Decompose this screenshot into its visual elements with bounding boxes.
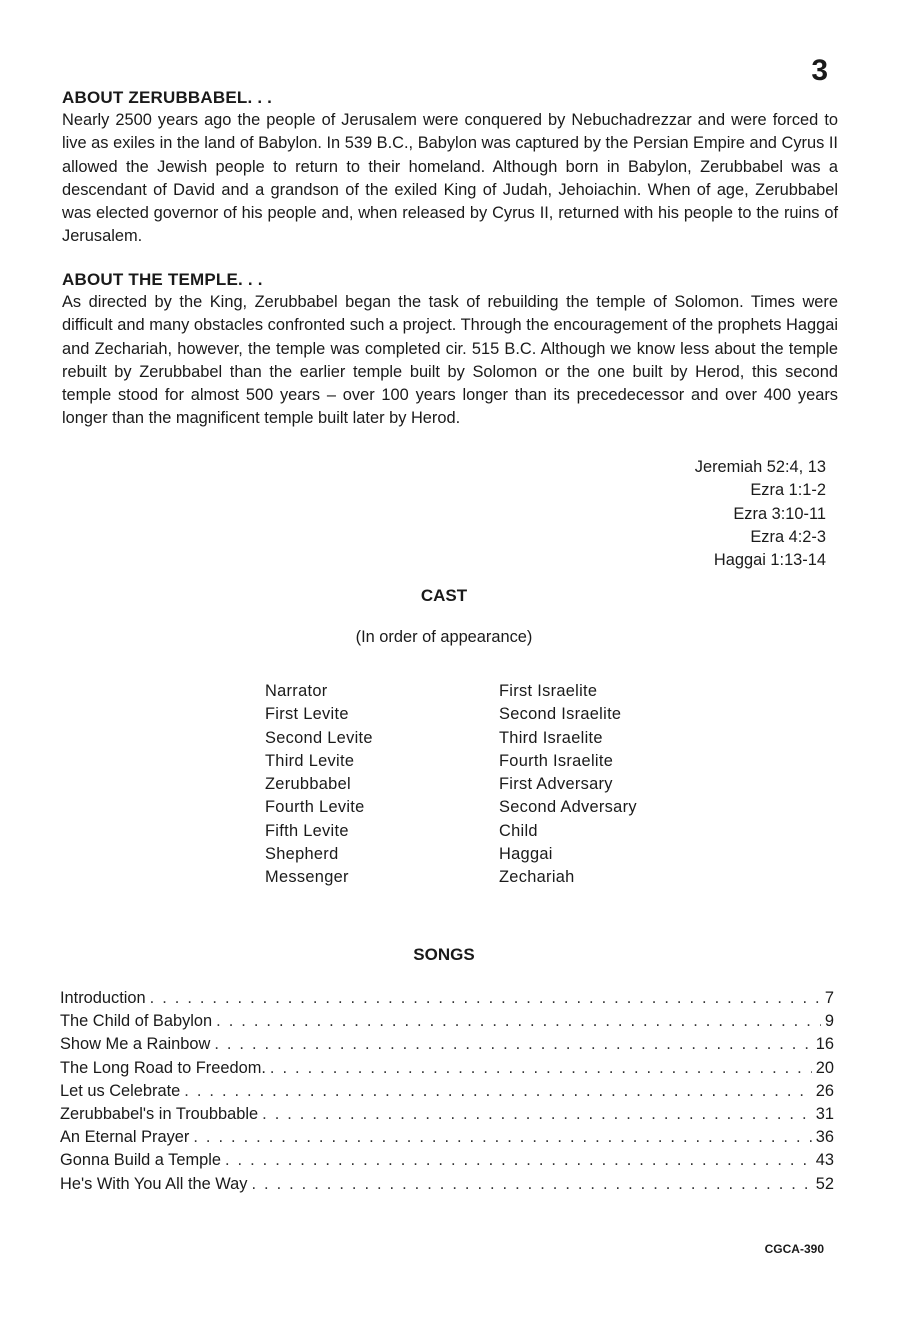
- song-title: An Eternal Prayer: [60, 1128, 190, 1147]
- dot-leader: [184, 1080, 811, 1103]
- song-page: 52: [815, 1174, 834, 1193]
- song-page: 16: [815, 1035, 834, 1054]
- song-title: Gonna Build a Temple: [60, 1151, 221, 1170]
- song-page: 9: [824, 1012, 834, 1031]
- song-title: The Child of Babylon: [60, 1012, 213, 1031]
- cast-member: Haggai: [499, 845, 553, 864]
- song-row: [60, 1033, 834, 1056]
- cast-member: Shepherd: [265, 845, 339, 864]
- song-title: Show Me a Rainbow: [60, 1035, 211, 1054]
- song-page: 31: [815, 1105, 834, 1124]
- song-title: Zerubbabel's in Troubbable: [60, 1105, 259, 1124]
- song-row: [60, 1103, 834, 1126]
- cast-member: Second Levite: [265, 728, 373, 747]
- dot-leader: [251, 1173, 811, 1196]
- cast-member: Fourth Israelite: [499, 751, 614, 770]
- about-zerubbabel-text: Nearly 2500 years ago the people of Jerusalem were conquered by Nebuchadrezzar and were forced to live as exiles in the land of Babylon. In 539 B.C., Babylon was captured by the Persian Empire and Cyrus II allowed the Jewish people to return to their homeland. Although born in Babylon, Zerubbabel was a descendant of David and a grandson of the exiled King of Judah, Jehoiachin. When of age, Zerubbabel was elected governor of his people and, when released by Cyrus II, returned with his people to the ruins of Jerusalem.: [62, 111, 838, 246]
- about-temple-section: [62, 268, 838, 431]
- about-temple-heading: ABOUT THE TEMPLE. . .: [62, 270, 263, 289]
- cast-member: Zerubbabel: [265, 775, 351, 794]
- cast-member: Third Levite: [265, 751, 355, 770]
- song-page: 43: [815, 1151, 834, 1170]
- cast-member: Second Adversary: [499, 798, 637, 817]
- dot-leader: [216, 1010, 821, 1033]
- cast-member: Zechariah: [499, 868, 575, 887]
- dot-leader: [150, 987, 821, 1010]
- song-row: [60, 987, 834, 1010]
- song-title: He's With You All the Way: [60, 1174, 248, 1193]
- cast-member: Third Israelite: [499, 728, 603, 747]
- cast-title: CAST: [420, 586, 468, 605]
- song-row: [60, 1057, 834, 1080]
- cast-member: Messenger: [265, 868, 349, 887]
- dot-leader: [193, 1126, 811, 1149]
- scripture-references: [695, 456, 826, 572]
- dot-leader: [225, 1149, 812, 1172]
- about-zerubbabel-section: [62, 86, 838, 249]
- cast-member: Fourth Levite: [265, 798, 365, 817]
- song-page: 26: [815, 1081, 834, 1100]
- catalog-code: CGCA-390: [764, 1242, 824, 1256]
- scripture-reference: Ezra 1:1-2: [750, 481, 826, 500]
- song-title: The Long Road to Freedom.: [60, 1058, 266, 1077]
- page-number: 3: [811, 54, 828, 87]
- about-zerubbabel-heading: ABOUT ZERUBBABEL. . .: [62, 88, 273, 107]
- cast-list-right: [499, 680, 637, 890]
- scripture-reference: Haggai 1:13-14: [713, 551, 826, 570]
- song-title: Let us Celebrate: [60, 1081, 181, 1100]
- song-page: 36: [815, 1128, 834, 1147]
- cast-member: First Adversary: [499, 775, 613, 794]
- song-title: Introduction: [60, 989, 146, 1007]
- cast-member: Second Israelite: [499, 705, 622, 724]
- dot-leader: [214, 1033, 811, 1056]
- cast-subtitle: (In order of appearance): [355, 628, 533, 646]
- song-page: 20: [815, 1058, 834, 1077]
- song-row: [60, 1126, 834, 1149]
- song-page: 7: [824, 989, 834, 1007]
- cast-member: First Levite: [265, 705, 349, 724]
- song-row: [60, 1010, 834, 1033]
- cast-member: First Israelite: [499, 682, 598, 700]
- dot-leader: [270, 1057, 812, 1080]
- cast-list-left: [265, 680, 373, 890]
- dot-leader: [262, 1103, 812, 1126]
- song-row: [60, 1080, 834, 1103]
- scripture-reference: Ezra 3:10-11: [733, 504, 826, 523]
- cast-member: Narrator: [265, 682, 328, 700]
- cast-member: Child: [499, 821, 538, 840]
- cast-member: Fifth Levite: [265, 821, 349, 840]
- songs-list: [60, 987, 834, 1196]
- song-row: [60, 1173, 834, 1196]
- scripture-reference: Jeremiah 52:4, 13: [694, 458, 826, 476]
- about-temple-text: As directed by the King, Zerubbabel began the task of rebuilding the temple of Solomon. Times were difficult and many obstacles confronted such a project. Through the encouragement of the prophets Haggai and Zechariah, however, the temple was completed cir. 515 B.C. Although we know less about the temple rebuilt by Zerubbabel than the earlier temple built by Solomon or the one built by Herod, this second temple stood for almost 500 years – over 100 years longer than its precedecessor and over 400 years longer than the magnificent temple built later by Herod.: [62, 293, 838, 428]
- songs-title: SONGS: [413, 945, 475, 964]
- scripture-reference: Ezra 4:2-3: [750, 527, 826, 546]
- song-row: [60, 1149, 834, 1172]
